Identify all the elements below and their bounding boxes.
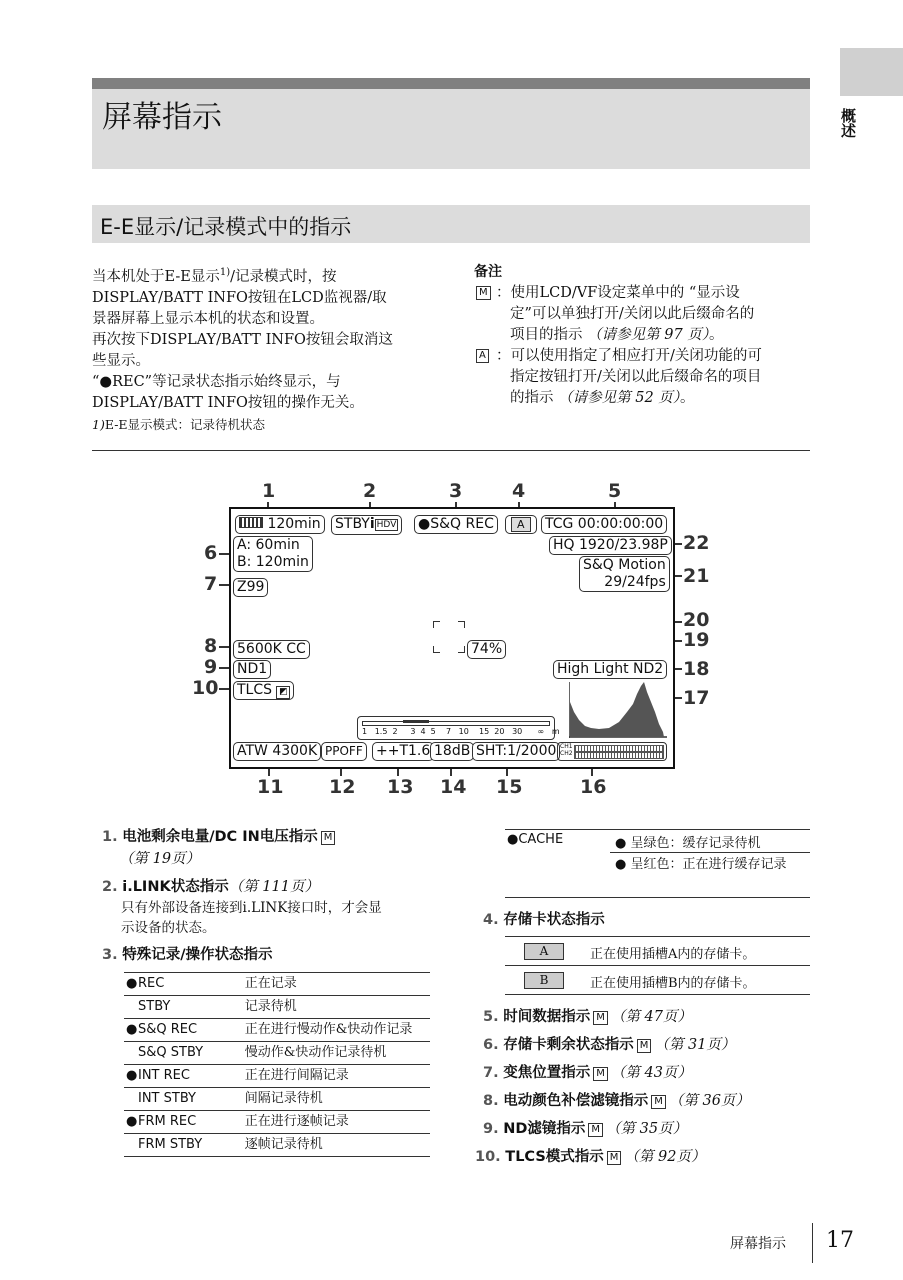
status-key: INT REC [138, 1068, 190, 1083]
note-a-line: 的指示 [510, 390, 559, 406]
card-a-text: 正在使用插槽A内的存储卡。 [590, 947, 756, 962]
histogram-graph [569, 682, 667, 738]
item-title: 变焦位置指示 [503, 1065, 591, 1081]
zoom-position: Z99 [233, 578, 268, 597]
item-number: 4. [483, 912, 499, 928]
item-10 [475, 1146, 705, 1168]
intro-paragraph [92, 262, 442, 435]
iris-value: ++T1.6 [372, 742, 434, 761]
item-number: 2. [102, 879, 118, 895]
ch2-meter [574, 752, 664, 759]
item-title: 存储卡状态指示 [503, 912, 605, 928]
card-a-icon: A [524, 943, 564, 960]
dot: ● [126, 976, 138, 991]
status-key: REC [138, 976, 165, 991]
gain-value: 18dB [430, 742, 474, 761]
table-row [124, 973, 430, 996]
item-title: 特殊记录/操作状态指示 [122, 947, 273, 963]
picture-profile: PPOFF [321, 742, 367, 761]
callout-19: 19 [683, 629, 710, 651]
footer-divider [812, 1223, 813, 1263]
timecode: TCG 00:00:00:00 [541, 515, 667, 534]
note-a-line: 指定按钮打开/关闭以此后缀命名的项目 [510, 369, 762, 385]
item-ref: （第 47页） [610, 1009, 692, 1025]
note-a-line: ：可以使用指定了相应打开/关闭功能的可 [496, 348, 762, 364]
zebra-level: 74% [467, 640, 506, 659]
status-desc: 记录待机 [244, 999, 297, 1014]
focus-bar [362, 721, 550, 726]
callout-15: 15 [496, 776, 523, 798]
card-slot-a-icon: A [511, 517, 531, 532]
note-m-line: 定”可以单独打开/关闭以此后缀命名的 [510, 306, 755, 322]
status-desc: 慢动作&快动作记录待机 [244, 1045, 387, 1060]
intro-line: DISPLAY/BATT INFO按钮在LCD监视器/取 [92, 289, 387, 306]
intro-line: DISPLAY/BATT INFO按钮的操作无关。 [92, 394, 364, 411]
card-status [505, 515, 537, 534]
status-desc: 正在记录 [244, 976, 297, 991]
battery-remaining: 120min [267, 516, 321, 532]
footnote-mark: 1) [92, 416, 105, 432]
item-ref: （第 31页） [654, 1037, 736, 1053]
item-6 [483, 1034, 735, 1056]
callout-14: 14 [440, 776, 467, 798]
table-row [124, 996, 430, 1019]
item-number: 5. [483, 1009, 499, 1025]
m-icon: M [593, 1011, 608, 1025]
table-row [124, 1042, 430, 1065]
item-1 [102, 826, 338, 848]
section-title: E-E显示/记录模式中的指示 [100, 215, 352, 239]
histogram [569, 682, 667, 738]
rule [505, 965, 810, 966]
ch1-meter [574, 745, 664, 752]
item-ref: （第 36页） [668, 1093, 750, 1109]
ch1-label: CH1 [560, 743, 573, 750]
side-label: 概述 [839, 108, 857, 138]
m-icon: M [321, 831, 336, 845]
m-icon: M [588, 1123, 603, 1137]
item-number: 3. [102, 947, 118, 963]
title-top-bar [92, 78, 810, 89]
battery-icon [239, 517, 263, 528]
cache-key: ●CACHE [507, 832, 564, 847]
m-icon: M [651, 1095, 666, 1109]
battery-indicator [235, 515, 325, 534]
item-9 [483, 1118, 687, 1140]
table-row [124, 1111, 430, 1134]
dot: ● [126, 1068, 138, 1083]
rule [505, 829, 810, 830]
m-icon: M [593, 1067, 608, 1081]
hdv-label: HDV [376, 520, 397, 530]
item-number: 10. [475, 1149, 501, 1165]
callout-17: 17 [683, 687, 710, 709]
status-key: S&Q STBY [138, 1045, 204, 1060]
status-key: FRM REC [138, 1114, 197, 1129]
table-row [124, 1019, 430, 1042]
callout-12: 12 [329, 776, 356, 798]
cache-value-red: ● 呈红色：正在进行缓存记录 [615, 857, 787, 872]
callout-3: 3 [449, 480, 463, 502]
item-number: 8. [483, 1093, 499, 1109]
status-key: FRM STBY [138, 1137, 203, 1152]
m-icon: M [476, 286, 491, 300]
audio-channels [560, 743, 573, 757]
item-title: 时间数据指示 [503, 1009, 591, 1025]
callout-5: 5 [608, 480, 622, 502]
a-icon: A [476, 349, 489, 363]
callout-18: 18 [683, 658, 710, 680]
callout-22: 22 [683, 532, 710, 554]
table-row [124, 1088, 430, 1111]
status-key: INT STBY [138, 1091, 196, 1106]
callout-10: 10 [192, 677, 219, 699]
item-7 [483, 1062, 692, 1084]
notes-title: 备注 [474, 264, 502, 280]
callout-21: 21 [683, 565, 710, 587]
item-number: 6. [483, 1037, 499, 1053]
tlcs-mode [233, 681, 294, 700]
note-a-end: 。 [680, 390, 695, 406]
status-key: STBY [138, 999, 171, 1014]
note-m-line: 项目的指示 [510, 327, 588, 343]
footnote-text: E-E显示模式：记录待机状态 [104, 416, 266, 432]
m-icon: M [637, 1039, 652, 1053]
status-desc: 正在进行逐帧记录 [244, 1114, 349, 1129]
callout-11: 11 [257, 776, 284, 798]
media-a-remaining: A: 60min [237, 537, 300, 553]
center-marker [433, 621, 465, 653]
footer-section: 屏幕指示 [730, 1236, 786, 1252]
focus-position [403, 720, 429, 723]
callout-20: 20 [683, 609, 710, 631]
item-ref: （第 43页） [610, 1065, 692, 1081]
item-title: i.LINK状态指示 [122, 879, 229, 895]
table-row [124, 1065, 430, 1088]
dot: ● [126, 1114, 138, 1129]
callout-8: 8 [204, 635, 218, 657]
ilink-icon: i [369, 516, 375, 532]
white-balance: ATW 4300K [233, 742, 321, 761]
sq-motion [579, 556, 670, 592]
ch2-label: CH2 [560, 750, 573, 757]
desc-line: 只有外部设备连接到i.LINK接口时，才会显 [121, 900, 382, 916]
lcd-screen-diagram [229, 507, 675, 769]
sq-motion-fps: 29/24fps [604, 574, 666, 590]
item-number: 7. [483, 1065, 499, 1081]
tlcs-label: TLCS [237, 682, 273, 698]
sq-motion-label: S&Q Motion [583, 557, 666, 573]
callout-2: 2 [363, 480, 377, 502]
audio-meter [557, 742, 667, 761]
notes-block [474, 262, 814, 409]
item-1-ref: （第 19页） [119, 851, 201, 867]
focus-indicator [357, 716, 560, 740]
record-status: ●S&Q REC [414, 515, 498, 534]
item-number: 9. [483, 1121, 499, 1137]
item-2-ref: （第 111页） [228, 879, 319, 895]
note-a-ref: （请参见第 52 页） [558, 390, 681, 406]
page-title: 屏幕指示 [102, 100, 222, 135]
intro-line: “●REC”等记录状态指示始终显示，与 [92, 373, 341, 390]
status-key: S&Q REC [138, 1022, 198, 1037]
shutter-value: SHT:1/2000 [472, 742, 560, 761]
rule [505, 897, 810, 898]
status-desc: 正在进行间隔记录 [244, 1068, 349, 1083]
callout-4: 4 [512, 480, 526, 502]
note-m-ref: （请参见第 97 页） [587, 327, 710, 343]
item-2-desc [121, 898, 382, 938]
desc-line: 示设备的状态。 [121, 920, 216, 936]
item-2 [102, 876, 319, 898]
status-desc: 逐帧记录待机 [244, 1137, 323, 1152]
item-title: 电动颜色补偿滤镜指示 [503, 1093, 649, 1109]
side-tab [840, 48, 903, 96]
ilink-stby: STBY [335, 516, 370, 532]
note-m-end: 。 [709, 327, 724, 343]
footnote-ref: 1) [219, 267, 231, 278]
intro-line: /记录模式时，按 [230, 268, 337, 285]
item-ref: （第 35页） [606, 1121, 688, 1137]
color-filter: 5600K CC [233, 640, 310, 659]
item-title: 电池剩余电量/DC IN电压指示 [122, 829, 318, 845]
item-title: 存储卡剩余状态指示 [503, 1037, 634, 1053]
item-title: TLCS模式指示 [505, 1149, 604, 1165]
callout-13: 13 [387, 776, 414, 798]
callout-6: 6 [204, 542, 218, 564]
m-icon: M [607, 1151, 622, 1165]
tlcs-icon: ◩ [276, 686, 290, 699]
callout-16: 16 [580, 776, 607, 798]
callout-1: 1 [262, 480, 276, 502]
media-b-remaining: B: 120min [237, 554, 309, 570]
callout-7: 7 [204, 573, 218, 595]
card-b-text: 正在使用插槽B内的存储卡。 [590, 976, 756, 991]
status-desc: 正在进行慢动作&快动作记录 [244, 1022, 413, 1037]
item-4 [483, 909, 605, 931]
intro-line: 些显示。 [92, 352, 150, 369]
dot: ● [126, 1022, 138, 1037]
separator-line [92, 450, 810, 451]
video-format: HQ 1920/23.98P [549, 536, 672, 555]
intro-line: 景器屏幕上显示本机的状态和设置。 [92, 310, 324, 327]
focus-scale: 1 1.5 2 3 4 5 7 10 15 20 30 ∞ m [362, 727, 560, 736]
rule [505, 936, 810, 937]
callout-9: 9 [204, 656, 218, 678]
card-b-icon: B [524, 972, 564, 989]
record-status-table [124, 972, 430, 1157]
item-ref: （第 92页） [624, 1149, 706, 1165]
ilink-status [331, 515, 402, 535]
table-row [124, 1134, 430, 1157]
item-number: 1. [102, 829, 118, 845]
page-number: 17 [826, 1228, 854, 1253]
item-8 [483, 1090, 750, 1112]
item-title: ND滤镜指示 [503, 1121, 586, 1137]
status-desc: 间隔记录待机 [244, 1091, 323, 1106]
note-m-line: ：使用LCD/VF设定菜单中的 “显示设 [496, 285, 740, 301]
intro-line: 再次按下DISPLAY/BATT INFO按钮会取消这 [92, 331, 393, 348]
nd-filter: ND1 [233, 660, 271, 679]
rule [505, 994, 810, 995]
intro-line: 当本机处于E-E显示 [92, 268, 220, 285]
cache-value-green: ● 呈绿色：缓存记录待机 [615, 836, 761, 851]
rule [610, 852, 810, 853]
item-5 [483, 1006, 692, 1028]
item-3 [102, 944, 273, 966]
highlight-nd: High Light ND2 [553, 660, 667, 679]
media-remaining [233, 536, 313, 572]
